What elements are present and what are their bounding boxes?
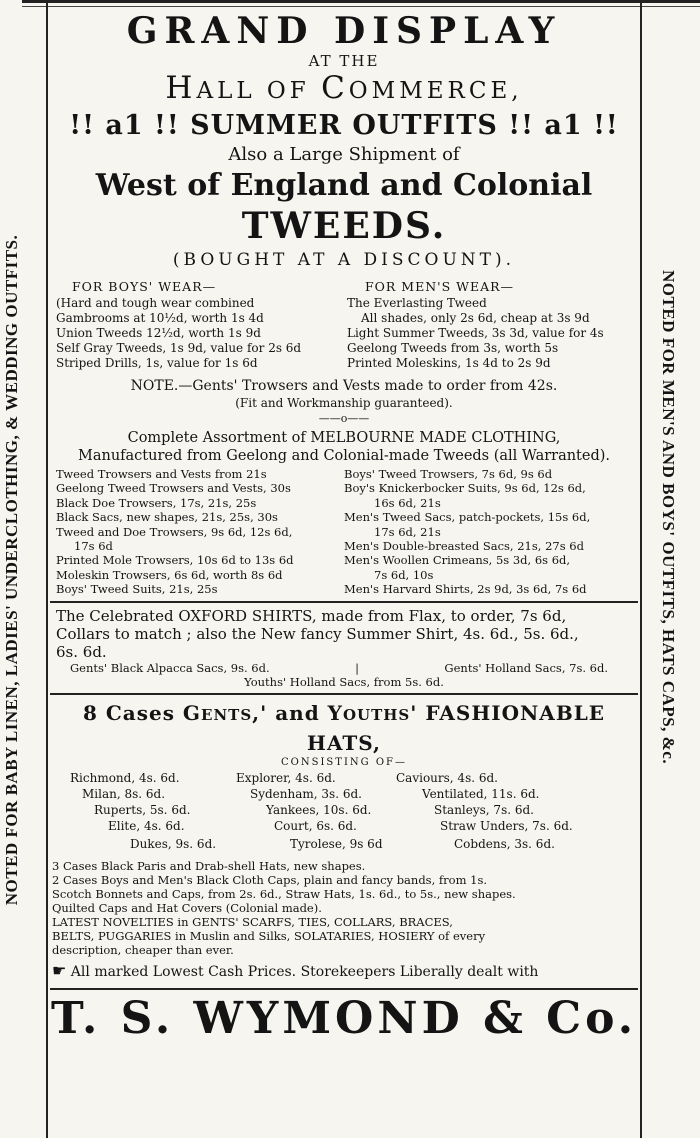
list-item: Gambrooms at 10½d, worth 1s 4d <box>56 311 264 325</box>
list-item: The Everlasting Tweed <box>347 296 487 310</box>
mens-wear-column <box>347 279 638 371</box>
list-item: Self Gray Tweeds, 1s 9d, value for 2s 6d <box>56 341 302 355</box>
hats-part2: ENTS <box>201 706 253 725</box>
top-rule <box>22 0 700 3</box>
commerce-initial: C <box>321 70 349 106</box>
at-the: AT THE <box>308 52 380 70</box>
list-item: 16s 6d, 21s <box>374 495 441 510</box>
trowsers-note: NOTE.—Gents' Trowsers and Vests made to order from 42s. <box>130 378 558 394</box>
boys-wear-heading: FOR BOYS' WEAR— <box>72 279 217 294</box>
list-item: 17s 6d <box>74 539 113 554</box>
list-item: 7s 6d, 10s <box>374 567 434 582</box>
list-item: Geelong Tweed Trowsers and Vests, 30s <box>56 481 291 496</box>
list-item: Printed Moleskins, 1s 4d to 2s 9d <box>347 356 551 370</box>
divider <box>50 601 638 603</box>
mens-wear-heading: FOR MEN'S WEAR— <box>365 279 515 294</box>
hats-part4: OUTHS <box>342 706 411 725</box>
hat-item: Milan, 8s. 6d. <box>82 787 166 802</box>
summer-outfits-headline: !! a1 !! SUMMER OUTFITS !! a1 !! <box>69 110 619 141</box>
tweeds-headline: TWEEDS. <box>241 205 447 247</box>
consisting-of: CONSISTING OF— <box>281 757 407 769</box>
holland-sacs: Gents' Holland Sacs, 7s. 6d. <box>444 660 608 675</box>
oxford-shirts-line3: 6s. 6d. <box>56 642 107 661</box>
hat-item: Stanleys, 7s. 6d. <box>434 803 534 818</box>
melbourne-clothing-line: Complete Assortment of MELBOURNE MADE CLOTHING, <box>127 430 561 446</box>
list-item: (Hard and tough wear combined <box>56 296 255 310</box>
list-item: Boy's Knickerbocker Suits, 9s 6d, 12s 6d, <box>344 481 586 496</box>
clothing-left-column <box>56 467 344 597</box>
left-side-banner: NOTED FOR BABY LINEN, LADIES' UNDERCLOTHING, & WEDDING OUTFITS. <box>2 234 21 906</box>
hats-part3: ,' and Y <box>252 701 343 726</box>
top-rule-thin <box>22 6 700 7</box>
list-item: Geelong Tweeds from 3s, worth 5s <box>347 341 559 355</box>
oxford-shirts-line1: The Celebrated OXFORD SHIRTS, made from Flax, to order, 7s 6d, <box>56 606 567 625</box>
list-item: Black Sacs, new shapes, 21s, 25s, 30s <box>56 510 278 525</box>
wear-columns <box>50 279 638 371</box>
list-item: description, cheaper than ever. <box>52 943 234 958</box>
list-item: Tweed and Doe Trowsers, 9s 6d, 12s 6d, <box>56 524 293 539</box>
list-item: 3 Cases Black Paris and Drab-shell Hats, new shapes. <box>52 859 366 874</box>
hall-initial: H <box>165 70 197 106</box>
list-item: Boys' Tweed Suits, 21s, 25s <box>56 582 218 597</box>
list-item: Printed Mole Trowsers, 10s 6d to 13s 6d <box>56 553 294 568</box>
list-item: Boys' Tweed Trowsers, 7s 6d, 9s 6d <box>344 467 553 481</box>
hats-grid <box>50 769 638 857</box>
list-item: Scotch Bonnets and Caps, from 2s. 6d., Straw Hats, 1s. 6d., to 5s., new shapes. <box>52 887 516 902</box>
hat-item: Cobdens, 3s. 6d. <box>454 837 555 852</box>
list-item: Men's Double-breasted Sacs, 21s, 27s 6d <box>344 539 584 554</box>
hat-item: Straw Unders, 7s. 6d. <box>440 819 573 834</box>
hats-part1: 8 Cases G <box>82 701 202 726</box>
clothing-right-column <box>344 467 638 597</box>
hat-item: Elite, 4s. 6d. <box>108 819 185 834</box>
list-item: LATEST NOVELTIES in GENTS' SCARFS, TIES, COLLARS, BRACES, <box>52 915 453 930</box>
right-side-banner: NOTED FOR MEN'S AND BOYS' OUTFITS, HATS CAPS, &c. <box>659 270 678 765</box>
pointing-hand-icon: ☛ <box>52 961 67 981</box>
list-item: 2 Cases Boys and Men's Black Cloth Caps, plain and fancy bands, from 1s. <box>52 873 488 888</box>
lowest-prices-line <box>50 961 638 982</box>
list-item: Moleskin Trowsers, 6s 6d, worth 8s 6d <box>56 567 283 582</box>
hats-part5: ' FASHIONABLE HATS, <box>307 701 606 756</box>
hat-item: Ruperts, 5s. 6d. <box>94 803 191 818</box>
hat-item: Dukes, 9s. 6d. <box>130 837 217 852</box>
left-border-rule <box>46 0 48 1138</box>
hall-of-commerce <box>50 70 638 109</box>
hats-details <box>50 859 638 957</box>
sacs-row <box>50 661 638 675</box>
hat-item: Richmond, 4s. 6d. <box>70 771 180 786</box>
divider <box>50 988 638 990</box>
boys-wear-column <box>56 279 347 371</box>
hall-rest: ALL OF <box>196 78 322 104</box>
commerce-rest: OMMERCE, <box>348 78 523 104</box>
hat-item: Sydenham, 3s. 6d. <box>250 787 362 802</box>
hat-item: Court, 6s. 6d. <box>274 819 357 834</box>
lowest-prices-text: All marked Lowest Cash Prices. Storekeepers Liberally dealt with <box>70 964 539 981</box>
hats-headline <box>50 699 638 757</box>
hat-item: Caviours, 4s. 6d. <box>396 771 498 786</box>
oxford-shirts-line2: Collars to match ; also the New fancy Summer Shirt, 4s. 6d., 5s. 6d., <box>56 624 579 643</box>
list-item: Quilted Caps and Hat Covers (Colonial made). <box>52 901 322 916</box>
bought-at-discount: (BOUGHT AT A DISCOUNT). <box>172 250 516 270</box>
list-item: Union Tweeds 12½d, worth 1s 9d <box>56 326 261 340</box>
hat-item: Yankees, 10s. 6d. <box>266 803 372 818</box>
main-column <box>50 8 638 1044</box>
divider <box>50 693 638 695</box>
headline-grand-display: GRAND DISPLAY <box>126 10 562 52</box>
list-item: All shades, only 2s 6d, cheap at 3s 9d <box>361 311 590 325</box>
hat-item: Tyrolese, 9s 6d <box>290 837 383 852</box>
ornament-divider: ——o—— <box>318 412 370 425</box>
list-item: Black Doe Trowsers, 17s, 21s, 25s <box>56 495 257 510</box>
clothing-columns <box>50 467 638 597</box>
also-large-shipment: Also a Large Shipment of <box>228 144 460 165</box>
footer-company-name: T. S. WYMOND & Co. <box>50 993 638 1045</box>
list-item: 17s 6d, 21s <box>374 524 441 539</box>
list-item: Light Summer Tweeds, 3s 3d, value for 4s <box>347 326 604 340</box>
list-item: Men's Harvard Shirts, 2s 9d, 3s 6d, 7s 6d <box>344 582 587 597</box>
manufactured-line: Manufactured from Geelong and Colonial-made Tweeds (all Warranted). <box>77 448 611 464</box>
list-item: Men's Tweed Sacs, patch-pockets, 15s 6d, <box>344 510 591 525</box>
youths-holland-sacs: Youths' Holland Sacs, from 5s. 6d. <box>244 675 444 690</box>
sacs-separator: | <box>355 660 359 675</box>
list-item: Striped Drills, 1s, value for 1s 6d <box>56 356 258 370</box>
west-of-england-headline: West of England and Colonial <box>95 168 593 203</box>
fit-guaranteed: (Fit and Workmanship guaranteed). <box>235 396 453 410</box>
list-item: Men's Woollen Crimeans, 5s 3d, 6s 6d, <box>344 553 571 568</box>
hat-item: Ventilated, 11s. 6d. <box>422 787 540 802</box>
hat-item: Explorer, 4s. 6d. <box>236 771 336 786</box>
alpacca-sacs: Gents' Black Alpacca Sacs, 9s. 6d. <box>70 660 270 675</box>
list-item: Tweed Trowsers and Vests from 21s <box>56 467 267 481</box>
right-border-rule <box>640 0 642 1138</box>
list-item: BELTS, PUGGARIES in Muslin and Silks, SOLATARIES, HOSIERY of every <box>52 929 486 944</box>
